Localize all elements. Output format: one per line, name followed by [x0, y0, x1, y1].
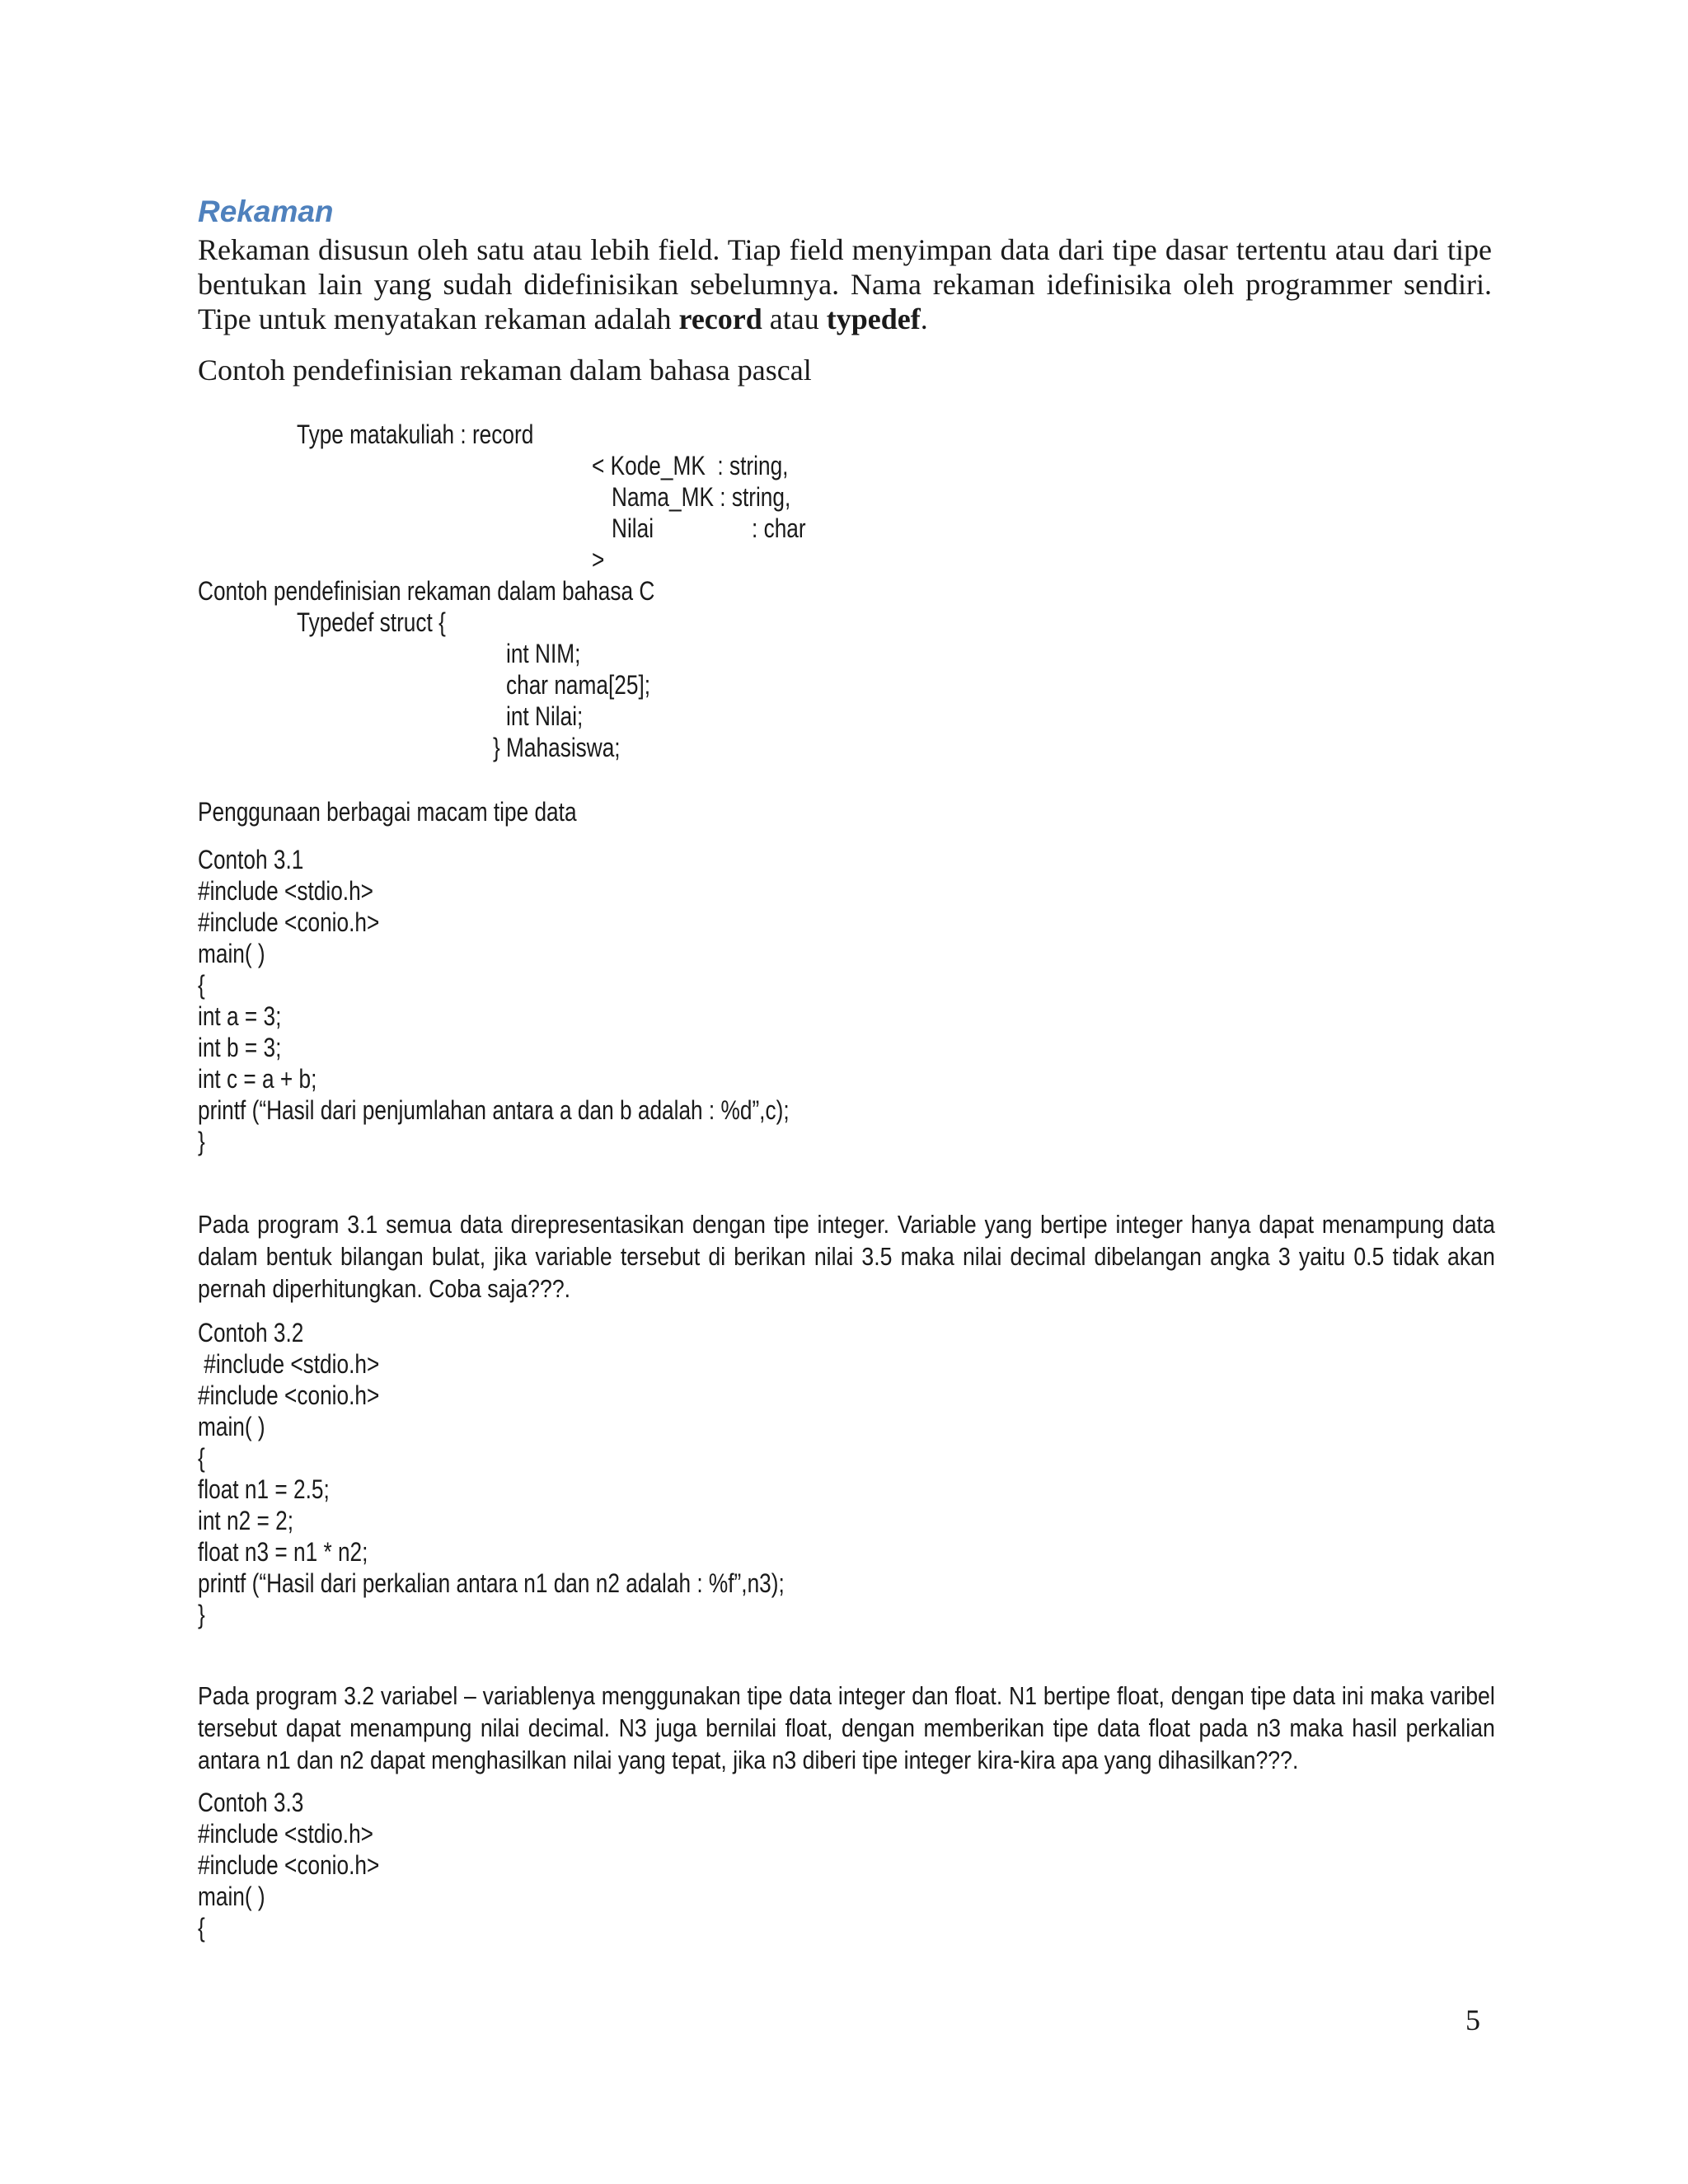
example-3-title: Contoh 3.3 — [198, 1788, 304, 1817]
pascal-caption: Contoh pendefinisian rekaman dalam bahasa pascal — [198, 354, 812, 387]
example-1-line: int b = 3; — [198, 1033, 282, 1062]
page-number: 5 — [1465, 2004, 1480, 2036]
intro-text-mid: atau — [762, 302, 827, 335]
usage-title: Penggunaan berbagai macam tipe data — [198, 797, 577, 827]
c-code-line-1: Typedef struct { — [297, 607, 446, 637]
c-code-line-3: char nama[25]; — [506, 670, 651, 700]
example-1-line: printf (“Hasil dari penjumlahan antara a dan b adalah : %d”,c); — [198, 1095, 790, 1125]
example-2-line: #include <stdio.h> — [198, 1349, 380, 1379]
c-caption: Contoh pendefinisian rekaman dalam bahasa C — [198, 576, 655, 606]
intro-bold-record: record — [678, 302, 762, 335]
example-2-line: } — [198, 1600, 205, 1629]
example-3-line: { — [198, 1913, 205, 1943]
intro-paragraph — [198, 232, 1492, 336]
paragraph-program-3-1: Pada program 3.1 semua data direpresentasikan dengan tipe integer. Variable yang bertipe integer hanya dapat menampung data dalam bentuk bilangan bulat, jika variable tersebut di berikan nilai 3.5 maka nilai decimal dibelangan angka 3 yaitu 0.5 tidak akan pernah diperhitungkan. Coba saja???. — [198, 1210, 1495, 1303]
example-1-line: #include <conio.h> — [198, 907, 380, 937]
example-3-line: #include <conio.h> — [198, 1850, 380, 1880]
example-2-line: { — [198, 1443, 205, 1473]
example-1-line: { — [198, 970, 205, 1000]
pascal-code-line-5: > — [592, 545, 605, 574]
example-2-line: float n1 = 2.5; — [198, 1474, 330, 1504]
paragraph-program-3-2: Pada program 3.2 variabel – variablenya menggunakan tipe data integer dan float. N1 bertipe float, dengan tipe data ini maka varibel tersebut dapat menampung nilai decimal. N3 juga bernilai float, dengan memberikan tipe data float pada n3 maka hasil perkalian antara n1 dan n2 dapat menghasilkan nilai yang tepat, jika n3 diberi tipe integer kira-kira apa yang dihasilkan???. — [198, 1681, 1495, 1774]
intro-text-after: . — [920, 302, 928, 335]
example-3-line: #include <stdio.h> — [198, 1819, 373, 1849]
example-2-line: float n3 = n1 * n2; — [198, 1537, 368, 1567]
c-code-line-5: } Mahasiswa; — [493, 733, 621, 762]
example-1-line: main( ) — [198, 939, 265, 968]
example-1-line: } — [198, 1127, 205, 1156]
example-1-title: Contoh 3.1 — [198, 845, 304, 874]
example-2-line: main( ) — [198, 1412, 265, 1441]
example-1-line: int a = 3; — [198, 1001, 282, 1031]
example-1-line: int c = a + b; — [198, 1064, 317, 1094]
example-2-line: #include <conio.h> — [198, 1380, 380, 1410]
example-3-line: main( ) — [198, 1882, 265, 1911]
intro-text-before: Rekaman disusun oleh satu atau lebih field. Tiap field menyimpan data dari tipe dasar tertentu atau dari tipe bentukan lain yang sudah didefinisikan sebelumnya. Nama rekaman idefinisika oleh programmer sendiri. Tipe untuk menyatakan rekaman adalah — [198, 233, 1492, 335]
c-code-line-2: int NIM; — [506, 639, 581, 668]
pascal-code-line-2: < Kode_MK : string, — [592, 451, 789, 480]
intro-bold-typedef: typedef — [826, 302, 921, 335]
pascal-code-line-4b: : char — [752, 513, 806, 543]
section-heading: Rekaman — [198, 194, 334, 228]
example-2-line: printf (“Hasil dari perkalian antara n1 dan n2 adalah : %f”,n3); — [198, 1568, 785, 1598]
pascal-code-line-1: Type matakuliah : record — [297, 419, 534, 449]
pascal-code-line-3: Nama_MK : string, — [612, 482, 791, 512]
c-code-line-4: int Nilai; — [506, 701, 584, 731]
example-2-line: int n2 = 2; — [198, 1506, 293, 1535]
pascal-code-line-4a: Nilai — [612, 513, 654, 543]
example-1-line: #include <stdio.h> — [198, 876, 373, 906]
example-2-title: Contoh 3.2 — [198, 1318, 304, 1347]
